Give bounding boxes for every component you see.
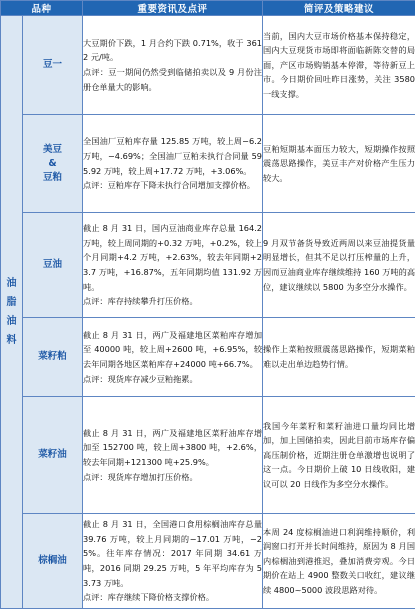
table-row — [1, 213, 415, 318]
table-row — [1, 318, 415, 397]
advice-text: 当前，国内大豆市场价格基本保持稳定，国内大豆现货市场即将面临新陈交替的局面，产区市场购销基本停滞，等待新豆上市。今日期价回吐昨日涨势，关注 3580 一线支撑。 — [263, 29, 415, 102]
info-cell — [83, 397, 263, 514]
info-cell — [83, 514, 263, 609]
info-text: 截止 8 月 31 日，两广及福建地区菜粕库存增加至 40000 吨，较上周+2600 吨，+6.95%，较去年同期各地区菜粕库存+24000 吨+66.7%。 点评：现货库存减少豆粕拖累。 — [83, 328, 262, 386]
header-info: 重要资讯及点评 — [83, 1, 263, 16]
category-char: 脂 — [1, 293, 22, 312]
category-char: 料 — [1, 331, 22, 350]
info-text: 全国油厂豆粕库存量 125.85 万吨，较上周−6.2 万吨，−4.69%；全国油厂豆粕未执行合同量 595.92 万吨，较上周+17.72 万吨，+3.06%。 点评：豆粕库存下降未执行合同增加支撑价格。 — [83, 134, 262, 192]
product-name — [23, 213, 83, 318]
advice-text: 9 月双节备货导致近两周以来豆油提货量明显增长，但其不足以打压榨量的上升，因而豆油商业库存继续维持 160 万吨的高位，建议继续以 5800 为多空分水操作。 — [263, 236, 415, 294]
table-row — [1, 115, 415, 213]
product-name-line: 美豆 — [23, 143, 82, 157]
product-name — [23, 514, 83, 609]
advice-cell — [263, 318, 415, 397]
category-char: 油 — [1, 274, 22, 293]
advice-cell — [263, 213, 415, 318]
category-cell — [1, 16, 23, 609]
info-text: 截止 8 月 31 日，国内豆油商业库存总量 164.2 万吨，较上周同期的+0.32 万吨，+0.2%，较上个月同期+4.2 万吨，+2.63%，较去年同期+23.7 万吨，+16.87%，五年同期均值 131.92 万吨。 点评：库存持续攀升打压价格。 — [83, 221, 262, 309]
product-name-line: 豆粕 — [23, 171, 82, 185]
header-product: 品种 — [1, 1, 83, 16]
product-name — [23, 16, 83, 115]
product-name — [23, 115, 83, 213]
advice-text: 我国今年菜籽和菜籽油进口量均同比增加，加上国储拍卖，因此目前市场库存偏高压制价格，近期注册仓单激增也说明了这一点。今日期价上破 10 日线收阳，建议可以 20 日线作为多空分水操作。 — [263, 419, 415, 492]
advice-text: 本周 24 度棕榈油进口利润维持顺价，利润窗口打开并长时间维持，原因为 8 月国内棕榈油到港推迟，叠加消费旁观。今日期价在站上 4900 整数关口收红，建议继续 4800~5000 波段思路对待。 — [263, 525, 415, 598]
info-cell — [83, 16, 263, 115]
product-name — [23, 318, 83, 397]
info-cell — [83, 115, 263, 213]
advice-cell — [263, 397, 415, 514]
advice-text: 豆粕短期基本面压力较大，短期操作按照震荡思路操作，美豆丰产对价格产生压力较大。 — [263, 142, 415, 186]
product-name-line: 棕榈油 — [23, 554, 82, 568]
info-cell — [83, 213, 263, 318]
header-advice: 简评及策略建议 — [263, 1, 415, 16]
table-row — [1, 397, 415, 514]
table-row — [1, 16, 415, 115]
product-name-line: 豆一 — [23, 58, 82, 72]
product-name-line: 菜籽油 — [23, 448, 82, 462]
product-name-line: 菜籽粕 — [23, 350, 82, 364]
info-text: 截止 8 月 31 日，全国港口食用棕榈油库存总量 39.76 万吨，较上月同期的−17.01 万吨，−25%。往年库存情况：2017 年同期 34.61 万吨，2016 同期 29.25 万吨，5 年平均库存为 53.73 万吨。 点评：库存继续下降价格支撑价格。 — [83, 517, 262, 605]
table-header-row — [1, 1, 415, 16]
product-name-line: 豆油 — [23, 258, 82, 272]
category-char: 油 — [1, 312, 22, 331]
info-text: 截止 8 月 31 日，两广及福建地区菜籽油库存增加至 152700 吨，较上周+3800 吨，+2.6%，较去年同期+121300 吨+25.9%。 点评：现货库存增加打压价格。 — [83, 426, 262, 484]
advice-cell — [263, 115, 415, 213]
advice-cell — [263, 16, 415, 115]
info-text: 大豆期价下跌，1 月合约下跌 0.71%，收于 3612 元/吨。 点评：豆一期间仍然受到临储拍卖以及 9 月份注册仓单量大的影响。 — [83, 36, 262, 94]
table-row — [1, 514, 415, 609]
advice-text: 操作上菜粕按照震荡思路操作，短期菜粕难以走出单边趋势行情。 — [263, 342, 415, 371]
info-cell — [83, 318, 263, 397]
product-name — [23, 397, 83, 514]
advice-cell — [263, 514, 415, 609]
product-name-line: & — [23, 157, 82, 171]
